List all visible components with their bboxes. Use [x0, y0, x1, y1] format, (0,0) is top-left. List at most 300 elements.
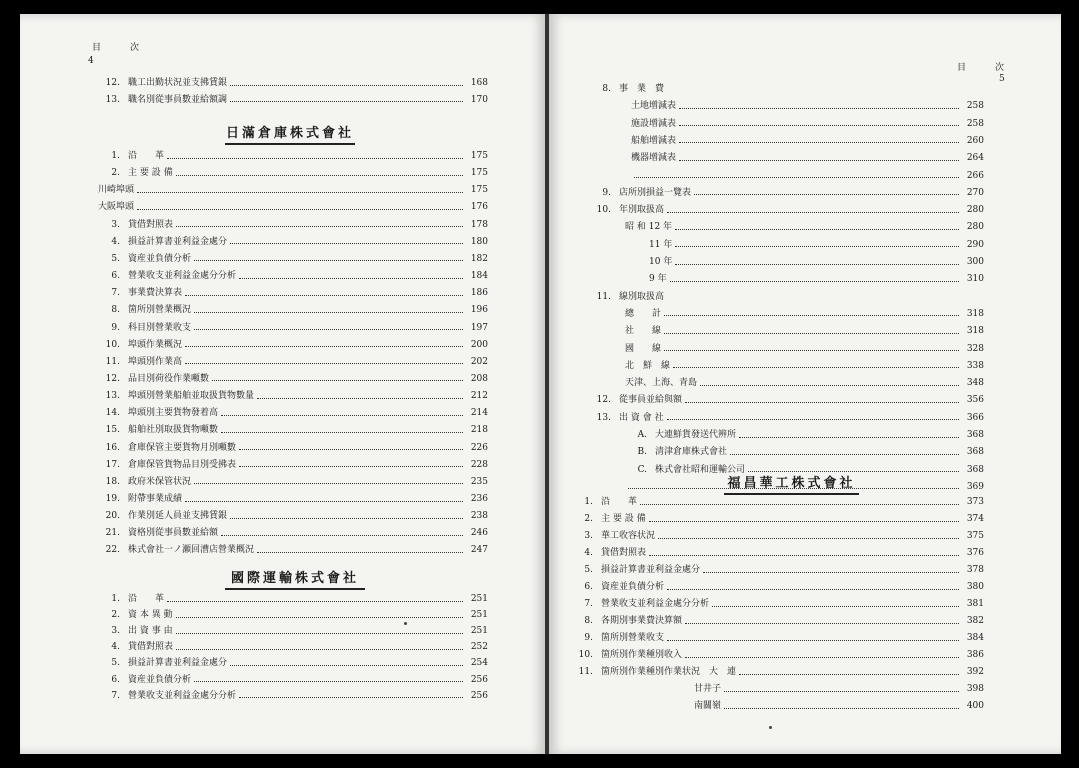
entry-title: 店所別損益一覽表 [619, 187, 692, 198]
leader-dots [230, 101, 463, 102]
toc-entry [589, 203, 984, 217]
entry-page-number: 392 [966, 667, 984, 677]
toc-entry [98, 76, 488, 90]
entry-title: 損益計算書並利益金處分 [601, 565, 701, 575]
entry-title: 貸借對照表 [128, 219, 174, 230]
entry-page-number: 348 [966, 378, 984, 389]
toc-entry [569, 631, 984, 645]
entry-title: 川崎埠頭 [98, 185, 135, 196]
entry-title: 從事員並給與額 [619, 395, 683, 406]
entry-page-number: 186 [470, 288, 488, 299]
leader-dots [137, 209, 463, 210]
entry-number: 13. [105, 94, 120, 105]
entry-title: 船舶社別取扱貨物噸數 [128, 425, 219, 436]
toc-entry [649, 238, 984, 252]
entry-title: 社 線 [625, 326, 662, 337]
ink-speck [769, 726, 772, 729]
entry-number: 12. [105, 78, 120, 88]
leader-dots [640, 504, 959, 505]
entry-page-number: 175 [470, 168, 488, 179]
entry-number: 22. [105, 545, 120, 556]
leader-dots [176, 175, 463, 176]
toc-entry [631, 151, 984, 165]
toc-entry [649, 272, 984, 286]
leader-dots [685, 402, 959, 403]
leader-dots [703, 572, 959, 573]
toc-entry [625, 359, 984, 373]
entry-title: 政府米保管状況 [128, 476, 192, 487]
leader-dots [221, 415, 463, 416]
entry-page-number: 182 [470, 253, 488, 264]
entry-page-number: 251 [470, 610, 488, 621]
entry-title: 株式會社一ノ瀬回漕店營業概況 [128, 545, 255, 556]
entry-number: 17. [105, 459, 120, 470]
leader-dots [730, 454, 959, 455]
toc-entry [98, 673, 488, 687]
leader-dots [194, 483, 463, 484]
entry-title: 南關嶺 [694, 701, 722, 711]
entry-number: 10. [596, 205, 611, 216]
toc-entry [98, 441, 488, 455]
toc-entry [98, 338, 488, 352]
entry-number: 5. [111, 253, 120, 264]
toc-entry [98, 423, 488, 437]
leader-dots [667, 589, 959, 590]
entry-title: 貸借對照表 [128, 642, 174, 653]
entry-page-number: 400 [966, 701, 984, 711]
entry-title: 埠頭別作業高 [128, 356, 183, 367]
right-page-number: 5 [999, 74, 1005, 84]
toc-entry [649, 255, 984, 269]
entry-page-number: 258 [966, 118, 984, 129]
entry-page-number: 328 [966, 343, 984, 354]
toc-entry [98, 458, 488, 472]
leader-dots [739, 674, 959, 675]
entry-title: 埠頭別營業船舶並取扱貨物數量 [128, 391, 255, 402]
entry-page-number: 368 [966, 447, 984, 458]
section-title-nichiman: 日滿倉庫株式會社 [225, 122, 355, 145]
toc-entry [569, 665, 984, 679]
entry-page-number: 246 [470, 528, 488, 539]
entry-page-number: 338 [966, 360, 984, 371]
entry-number: 6. [584, 582, 593, 592]
toc-entry [625, 307, 984, 321]
entry-title: 施設增減表 [631, 118, 677, 129]
entry-number: 10. [105, 339, 120, 350]
toc-entry [98, 200, 488, 214]
entry-number: 9. [602, 187, 611, 198]
entry-page-number: 252 [470, 642, 488, 653]
entry-title: 事 業 費 [619, 84, 665, 94]
entry-title: 職名別從事員數並給額調 [128, 94, 228, 105]
leader-dots [176, 649, 463, 650]
entry-page-number: 368 [966, 430, 984, 440]
leader-dots [185, 295, 463, 296]
entry-number: 8. [111, 305, 120, 316]
entry-number: 13. [105, 391, 120, 402]
entry-title: 附帶事業成績 [128, 494, 183, 504]
entry-title: 資 本 異 動 [128, 610, 173, 621]
toc-entry [569, 546, 984, 560]
toc-entry [98, 269, 488, 283]
entry-page-number: 228 [470, 459, 488, 470]
toc-entry [98, 183, 488, 197]
toc-entry [569, 648, 984, 662]
entry-number: 21. [105, 528, 120, 539]
toc-entry [589, 82, 984, 96]
entry-title: 沿 革 [128, 151, 165, 161]
entry-number: 11. [596, 291, 611, 302]
leader-dots [667, 640, 959, 641]
entry-number: 6. [111, 674, 120, 685]
toc-entry [569, 495, 984, 509]
toc-entry [98, 689, 488, 703]
entry-title: 主 要 設 備 [601, 514, 646, 524]
leader-dots [194, 260, 463, 261]
entry-number: 15. [105, 425, 120, 436]
leader-dots [239, 697, 463, 698]
toc-entry [98, 592, 488, 606]
entry-number: 4. [584, 548, 593, 558]
toc-entry [98, 608, 488, 622]
leader-dots [679, 108, 959, 109]
entry-title: 資産並負債分析 [601, 582, 665, 592]
entry-number: 3. [111, 219, 120, 230]
entry-number: 2. [111, 610, 120, 621]
entry-page-number: 376 [966, 548, 984, 558]
toc-entry [631, 99, 984, 113]
leader-dots [230, 665, 463, 666]
leader-dots [239, 278, 463, 279]
entry-page-number: 251 [470, 626, 488, 637]
toc-entry [98, 372, 488, 386]
entry-page-number: 374 [966, 514, 984, 524]
entry-page-number: 197 [470, 322, 488, 333]
toc-entry [98, 252, 488, 266]
section-title-kokusai: 國際運輸株式會社 [225, 567, 365, 590]
entry-number: 4. [111, 642, 120, 653]
entry-title: 主 要 設 備 [128, 168, 173, 179]
entry-page-number: 226 [470, 442, 488, 453]
leader-dots [675, 229, 959, 230]
entry-page-number: 368 [966, 464, 984, 475]
left-page [20, 14, 545, 754]
entry-title: 華工收容状況 [601, 531, 656, 541]
entry-number: 5. [111, 658, 120, 669]
entry-page-number: 212 [470, 391, 488, 402]
left-header: 目 次 [92, 43, 150, 53]
entry-number: 2. [584, 514, 593, 524]
entry-number: 9. [584, 633, 593, 643]
entry-page-number: 318 [966, 308, 984, 319]
entry-title: 箇所別營業概況 [128, 305, 192, 316]
entry-page-number: 290 [966, 239, 984, 250]
entry-number: 3. [584, 531, 593, 541]
entry-page-number: 398 [966, 684, 984, 694]
leader-dots [185, 363, 463, 364]
entry-title: 沿 革 [601, 497, 638, 507]
leader-dots [664, 333, 959, 334]
toc-entry [625, 376, 984, 390]
toc-entry [589, 411, 984, 425]
leader-dots [724, 691, 959, 692]
toc-entry [589, 393, 984, 407]
toc-entry [98, 218, 488, 232]
entry-title: 11 年 [649, 239, 673, 250]
entry-title: 株式會社昭和運輸公司 [655, 464, 746, 475]
entry-page-number: 386 [966, 650, 984, 660]
entry-title: 10 年 [649, 257, 673, 267]
entry-page-number: 208 [470, 373, 488, 384]
leader-dots [239, 466, 463, 467]
entry-number: 8. [602, 84, 611, 94]
entry-title: 各期別事業費決算額 [601, 616, 683, 626]
entry-page-number: 375 [966, 531, 984, 541]
entry-title: 9 年 [649, 274, 667, 285]
toc-entry [631, 169, 984, 183]
leader-dots [257, 552, 463, 553]
entry-title: 大阪埠頭 [98, 202, 135, 213]
section-title-fukusho: 福昌華工株式會社 [724, 472, 859, 495]
entry-number: 9. [111, 322, 120, 333]
entry-title: 埠頭作業概況 [128, 339, 183, 350]
entry-number: 19. [105, 494, 120, 504]
entry-number: 12. [596, 395, 611, 406]
leader-dots [176, 617, 463, 618]
entry-number: 7. [584, 599, 593, 609]
entry-number: 14. [105, 408, 120, 419]
toc-entry [98, 303, 488, 317]
entry-page-number: 247 [470, 545, 488, 556]
toc-entry [569, 597, 984, 611]
leader-dots [230, 243, 463, 244]
entry-title: 昭 和 12 年 [625, 222, 673, 233]
toc-entry [98, 235, 488, 249]
right-header: 目 次 [957, 63, 1015, 73]
entry-number: 11. [578, 667, 593, 677]
entry-title: 埠頭別主要貨物發着高 [128, 408, 219, 419]
leader-dots [194, 312, 463, 313]
leader-dots [185, 501, 463, 502]
entry-number: 7. [111, 690, 120, 701]
entry-number: 8. [584, 616, 593, 626]
leader-dots [167, 158, 463, 159]
leader-dots [664, 350, 959, 351]
leader-dots [185, 346, 463, 347]
entry-page-number: 356 [966, 395, 984, 406]
leader-dots [667, 212, 959, 213]
entry-page-number: 168 [470, 78, 488, 88]
entry-page-number: 300 [966, 257, 984, 267]
toc-entry [569, 529, 984, 543]
entry-title: 總 計 [625, 308, 662, 319]
leader-dots [679, 160, 959, 161]
entry-title: 清津倉庫株式會社 [655, 447, 728, 458]
entry-page-number: 256 [470, 674, 488, 685]
entry-number: 3. [111, 626, 120, 637]
entry-title: 箇所別營業收支 [601, 633, 665, 643]
leader-dots [230, 85, 463, 86]
entry-number: 1. [111, 151, 120, 161]
entry-title: 營業收支並利益金處分分析 [128, 271, 237, 282]
entry-title: 貸借對照表 [601, 548, 647, 558]
toc-entry [98, 509, 488, 523]
toc-entry [589, 186, 984, 200]
entry-number: 1. [111, 594, 120, 604]
entry-page-number: 264 [966, 153, 984, 164]
entry-page-number: 380 [966, 582, 984, 592]
entry-title: 年別取扱高 [619, 205, 665, 216]
entry-page-number: 235 [470, 476, 488, 487]
entry-title: 損益計算書並利益金處分 [128, 658, 228, 669]
entry-number: 1. [584, 497, 593, 507]
entry-title: 資産並負債分析 [128, 253, 192, 264]
toc-entry [98, 406, 488, 420]
entry-page-number: 256 [470, 690, 488, 701]
entry-title: 出 資 會 社 [619, 412, 664, 423]
entry-page-number: 378 [966, 565, 984, 575]
leader-dots [658, 538, 959, 539]
entry-title: 船舶增減表 [631, 135, 677, 146]
entry-number: 4. [111, 236, 120, 247]
entry-page-number: 175 [470, 151, 488, 161]
entry-page-number: 236 [470, 494, 488, 504]
entry-title: 職工出勤状況並支拂賃銀 [128, 78, 228, 88]
leader-dots [239, 449, 463, 450]
entry-title: 沿 革 [128, 594, 165, 604]
leader-dots [221, 432, 463, 433]
entry-page-number: 196 [470, 305, 488, 316]
entry-page-number: 280 [966, 222, 984, 233]
leader-dots [670, 281, 959, 282]
entry-title: 損益計算書並利益金處分 [128, 236, 228, 247]
entry-title: 事業費決算表 [128, 288, 183, 299]
leader-dots [194, 329, 463, 330]
toc-entry [569, 563, 984, 577]
toc-entry [589, 290, 984, 304]
entry-number: 13. [596, 412, 611, 423]
entry-number: 10. [578, 650, 593, 660]
entry-title: 作業別延人員並支拂賃銀 [128, 511, 228, 522]
entry-title: 科目別營業收支 [128, 322, 192, 333]
leader-dots [176, 226, 463, 227]
toc-entry [98, 640, 488, 654]
entry-number: 18. [105, 476, 120, 487]
entry-number: 5. [584, 565, 593, 575]
entry-page-number: 260 [966, 135, 984, 146]
ink-speck [404, 622, 407, 625]
entry-number: A. [637, 430, 647, 440]
leader-dots [167, 601, 463, 602]
toc-entry [98, 355, 488, 369]
leader-dots [673, 367, 959, 368]
entry-number: 11. [105, 356, 120, 367]
entry-number: B. [637, 447, 647, 458]
leader-dots [634, 177, 959, 178]
entry-page-number: 170 [470, 94, 488, 105]
entry-title: 倉庫保管主要貨物月別噸數 [128, 442, 237, 453]
leader-dots [176, 633, 463, 634]
entry-page-number: 214 [470, 408, 488, 419]
entry-title: 箇所別作業種別作業状況 大 連 [601, 667, 737, 677]
leader-dots [257, 398, 463, 399]
toc-entry [98, 93, 488, 107]
entry-title: 大連鮮貨發送代辨所 [655, 430, 737, 440]
entry-page-number: 184 [470, 271, 488, 282]
entry-number: C. [637, 464, 647, 475]
toc-entry [98, 166, 488, 180]
toc-entry [98, 543, 488, 557]
entry-title: 天津、上海、青島 [625, 378, 698, 389]
leader-dots [739, 437, 959, 438]
right-page [549, 14, 1061, 754]
entry-number: 20. [105, 511, 120, 522]
leader-dots [667, 419, 959, 420]
leader-dots [700, 385, 959, 386]
toc-entry [631, 134, 984, 148]
entry-page-number: 180 [470, 236, 488, 247]
entry-number: 12. [105, 373, 120, 384]
entry-title: 倉庫保管貨物品目別受拂表 [128, 459, 237, 470]
leader-dots [724, 708, 959, 709]
entry-number: 6. [111, 271, 120, 282]
entry-page-number: 366 [966, 412, 984, 423]
entry-title: 資産並負債分析 [128, 674, 192, 685]
toc-entry [625, 324, 984, 338]
entry-page-number: 176 [470, 202, 488, 213]
toc-entry [694, 699, 984, 713]
entry-title: 營業收支並利益金處分分析 [601, 599, 710, 609]
toc-entry [569, 512, 984, 526]
entry-page-number: 310 [966, 274, 984, 285]
toc-entry [98, 526, 488, 540]
entry-page-number: 280 [966, 205, 984, 216]
leader-dots [230, 518, 463, 519]
leader-dots [649, 555, 959, 556]
left-page-number: 4 [88, 56, 94, 66]
entry-title: 北 鮮 線 [625, 360, 671, 371]
leader-dots [694, 194, 959, 195]
entry-page-number: 381 [966, 599, 984, 609]
leader-dots [675, 264, 959, 265]
leader-dots [685, 657, 959, 658]
toc-entry [625, 445, 984, 459]
leader-dots [712, 606, 959, 607]
entry-page-number: 270 [966, 187, 984, 198]
toc-entry [569, 580, 984, 594]
entry-page-number: 373 [966, 497, 984, 507]
entry-page-number: 369 [966, 481, 984, 492]
entry-title: 資格別從事員數並給額 [128, 528, 219, 539]
entry-title: 機器增減表 [631, 153, 677, 164]
entry-title: 土地增減表 [631, 101, 677, 112]
entry-title: 箇所別作業種別收入 [601, 650, 683, 660]
entry-title: 國 線 [625, 343, 662, 354]
entry-page-number: 200 [470, 339, 488, 350]
leader-dots [221, 535, 463, 536]
entry-title: 出 資 事 由 [128, 626, 173, 637]
entry-page-number: 266 [966, 170, 984, 181]
leader-dots [679, 125, 959, 126]
toc-entry [98, 656, 488, 670]
entry-page-number: 384 [966, 633, 984, 643]
toc-entry [569, 614, 984, 628]
leader-dots [649, 521, 959, 522]
entry-page-number: 251 [470, 594, 488, 604]
entry-page-number: 318 [966, 326, 984, 337]
toc-entry [694, 682, 984, 696]
toc-entry [98, 492, 488, 506]
